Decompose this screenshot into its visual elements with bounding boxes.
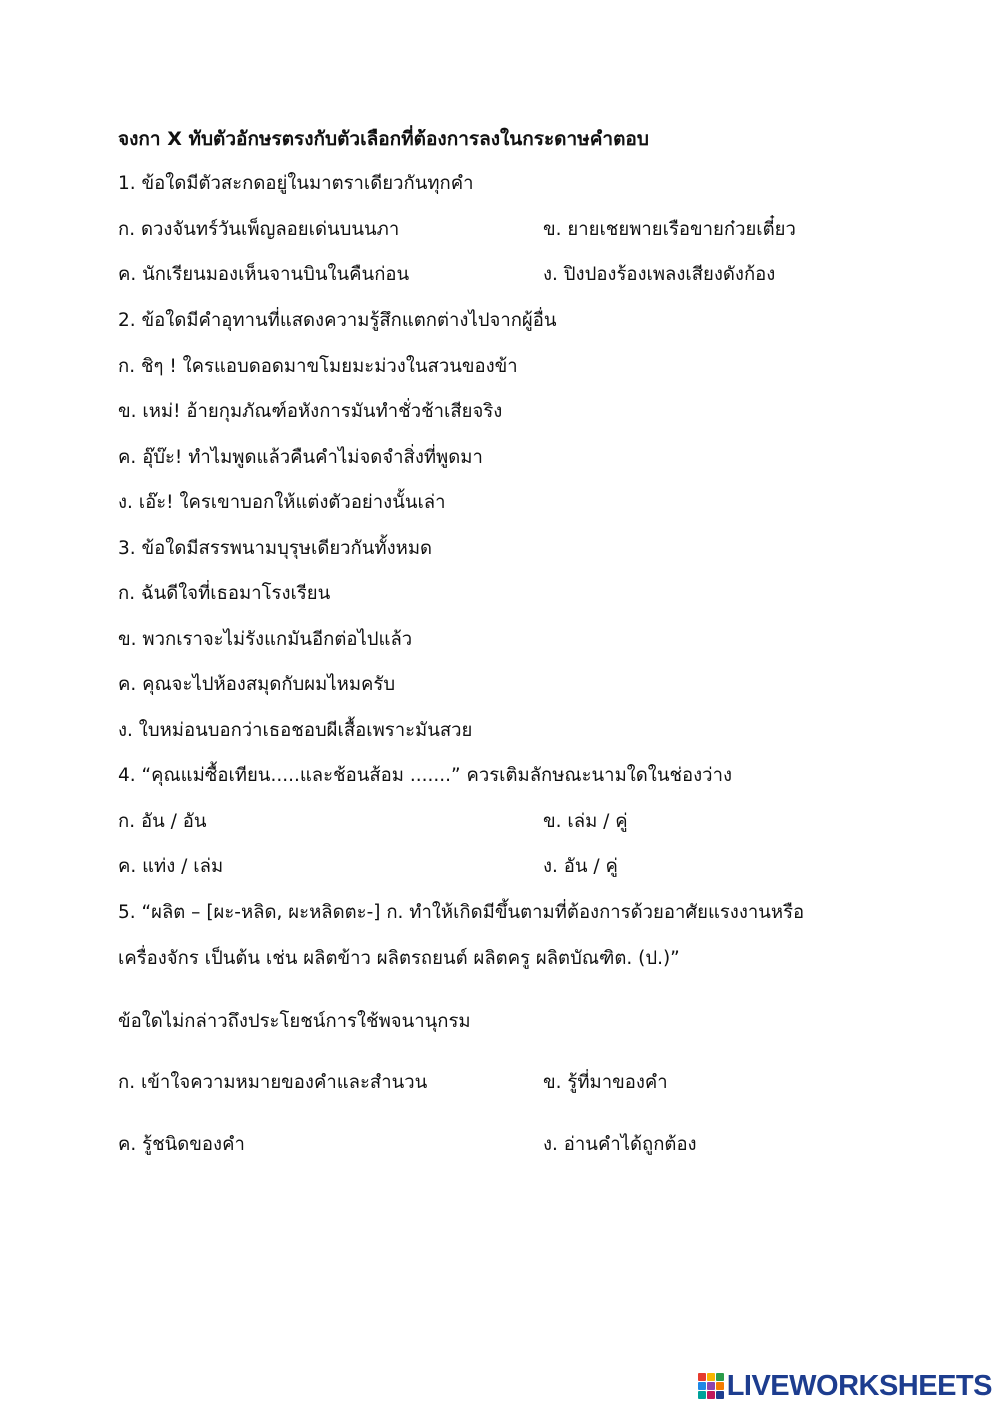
q1-option-a[interactable]: ก. ดวงจันทร์วันเพ็ญลอยเด่นบนนภา [118,219,400,240]
question-5-line-1: 5. “ผลิต – [ผะ-หลิด, ผะหลิดตะ-] ก. ทำให้เกิดมีขึ้นตามที่ต้องการด้วยอาศัยแรงงานหรือ [118,902,805,923]
q3-option-a[interactable]: ก. ฉันดีใจที่เธอมาโรงเรียน [118,583,331,604]
q2-option-d[interactable]: ง. เอ๊ะ! ใครเขาบอกให้แต่งตัวอย่างนั้นเล่า [118,492,446,513]
logo-text: LIVEWORKSHEETS [726,1369,992,1402]
q5-option-b[interactable]: ข. รู้ที่มาของคำ [543,1072,668,1093]
q4-option-c[interactable]: ค. แท่ง / เล่ม [118,856,224,877]
q2-option-b[interactable]: ข. เหม่! อ้ายกุมภัณฑ์อหังการมันทำชั่วช้าเสียจริง [118,401,503,422]
q2-option-a[interactable]: ก. ชิๆ ! ใครแอบดอดมาขโมยมะม่วงในสวนของข้า [118,356,518,377]
q3-option-d[interactable]: ง. ใบหม่อนบอกว่าเธอชอบผีเสื้อเพราะมันสวย [118,720,473,741]
q1-option-d[interactable]: ง. ปิงปองร้องเพลงเสียงดังก้อง [543,264,776,285]
q1-option-b[interactable]: ข. ยายเชยพายเรือขายก๋วยเตี๋ยว [543,219,796,240]
q4-option-d[interactable]: ง. อัน / คู่ [543,856,618,877]
question-2: 2. ข้อใดมีคำอุทานที่แสดงความรู้สึกแตกต่างไปจากผู้อื่น [118,310,557,331]
question-5-prompt: ข้อใดไม่กล่าวถึงประโยชน์การใช้พจนานุกรม [118,1011,471,1032]
question-3: 3. ข้อใดมีสรรพนามบุรุษเดียวกันทั้งหมด [118,538,433,559]
question-4: 4. “คุณแม่ซื้อเทียน.....และช้อนส้อม .......” ควรเติมลักษณะนามใดในช่องว่าง [118,765,732,786]
q5-option-d[interactable]: ง. อ่านคำได้ถูกต้อง [543,1134,697,1155]
instruction: จงกา X ทับตัวอักษรตรงกับตัวเลือกที่ต้องการลงในกระดาษคำตอบ [118,128,649,150]
q3-option-b[interactable]: ข. พวกเราจะไม่รังแกมันอีกต่อไปแล้ว [118,629,413,650]
logo-icon [698,1373,724,1399]
q2-option-c[interactable]: ค. อุ๊บ๊ะ! ทำไมพูดแล้วคืนคำไม่จดจำสิ่งที่พูดมา [118,447,483,468]
q5-option-a[interactable]: ก. เข้าใจความหมายของคำและสำนวน [118,1072,428,1093]
q4-option-a[interactable]: ก. อัน / อัน [118,811,207,832]
question-5-line-2: เครื่องจักร เป็นต้น เช่น ผลิตข้าว ผลิตรถยนต์ ผลิตครู ผลิตบัณฑิต. (ป.)” [118,948,680,969]
q1-option-c[interactable]: ค. นักเรียนมองเห็นจานบินในคืนก่อน [118,264,410,285]
question-1: 1. ข้อใดมีตัวสะกดอยู่ในมาตราเดียวกันทุกคำ [118,173,474,194]
q4-option-b[interactable]: ข. เล่ม / คู่ [543,811,628,832]
q3-option-c[interactable]: ค. คุณจะไปห้องสมุดกับผมไหมครับ [118,674,396,695]
q5-option-c[interactable]: ค. รู้ชนิดของคำ [118,1134,245,1155]
liveworksheets-logo [698,1369,992,1403]
